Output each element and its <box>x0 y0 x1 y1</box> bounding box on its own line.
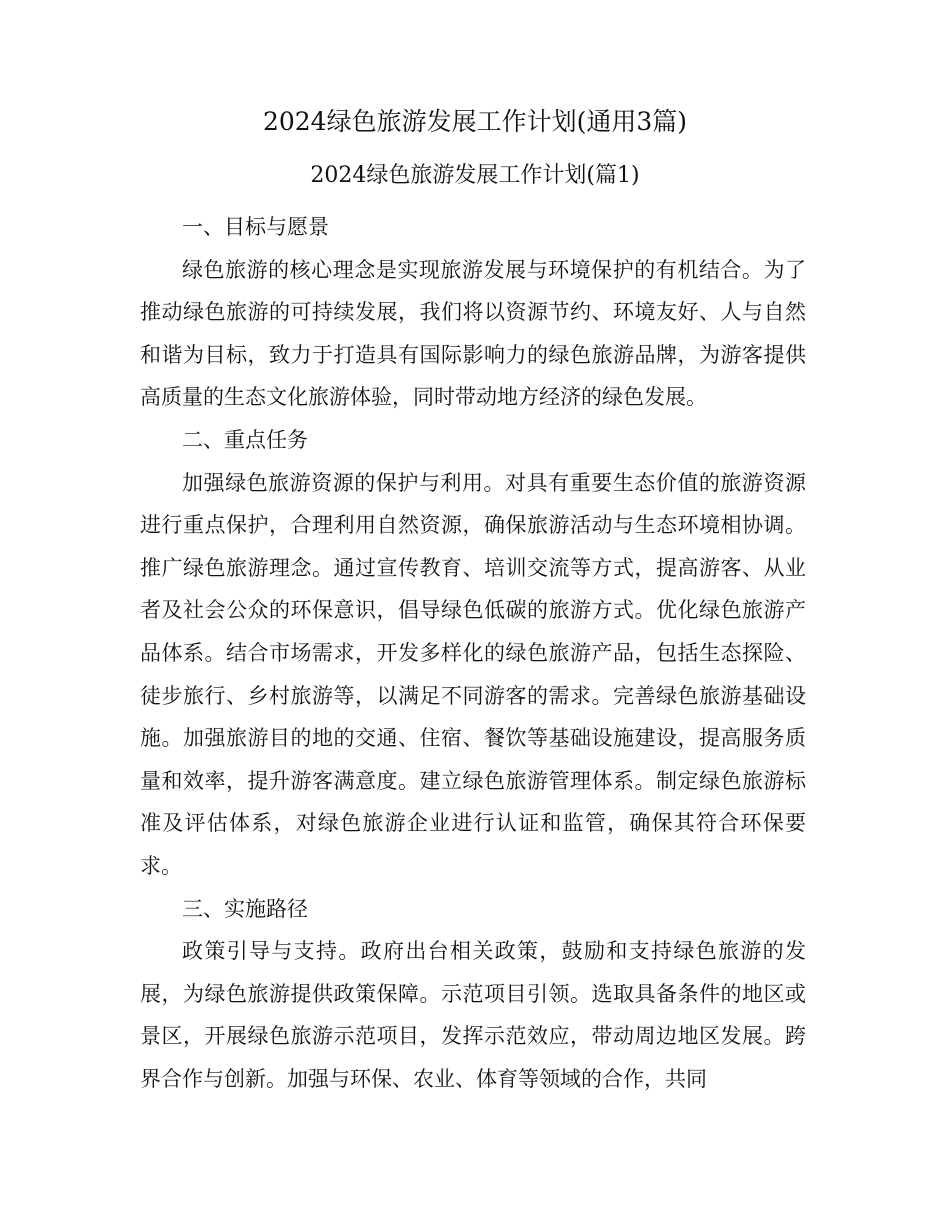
section-heading-goals: 一、目标与愿景 <box>182 215 329 239</box>
section-paragraph-goals: 绿色旅游的核心理念是实现旅游发展与环境保护的有机结合。为了推动绿色旅游的可持续发展，我们将以资源节约、环境友好、人与自然和谐为目标，致力于打造具有国际影响力的绿色旅游品牌，为游客提供高质量的生态文化旅游体验，同时带动地方经济的绿色发展。 <box>140 257 806 410</box>
section-heading-tasks: 二、重点任务 <box>182 427 308 452</box>
document-title: 2024绿色旅游发展工作计划(通用3篇) <box>262 107 688 136</box>
document-body <box>140 206 806 1100</box>
section-paragraph-implementation: 政策引导与支持。政府出台相关政策，鼓励和支持绿色旅游的发展，为绿色旅游提供政策保障。示范项目引领。选取具备条件的地区或景区，开展绿色旅游示范项目，发挥示范效应，带动周边地区发展。跨界合作与创新。加强与环保、农业、体育等领域的合作，共同 <box>140 939 806 1091</box>
section-heading-implementation: 三、实施路径 <box>182 896 308 921</box>
document-subtitle: 2024绿色旅游发展工作计划(篇1) <box>310 163 640 188</box>
section-paragraph-tasks: 加强绿色旅游资源的保护与利用。对具有重要生态价值的旅游资源进行重点保护，合理利用自然资源，确保旅游活动与生态环境相协调。推广绿色旅游理念。通过宣传教育、培训交流等方式，提高游客、从业者及社会公众的环保意识，倡导绿色低碳的旅游方式。优化绿色旅游产品体系。结合市场需求，开发多样化的绿色旅游产品，包括生态探险、徒步旅行、乡村旅游等，以满足不同游客的需求。完善绿色旅游基础设施。加强旅游目的地的交通、住宿、餐饮等基础设施建设，提高服务质量和效率，提升游客满意度。建立绿色旅游管理体系。制定绿色旅游标准及评估体系，对绿色旅游企业进行认证和监管，确保其符合环保要求。 <box>140 470 806 878</box>
